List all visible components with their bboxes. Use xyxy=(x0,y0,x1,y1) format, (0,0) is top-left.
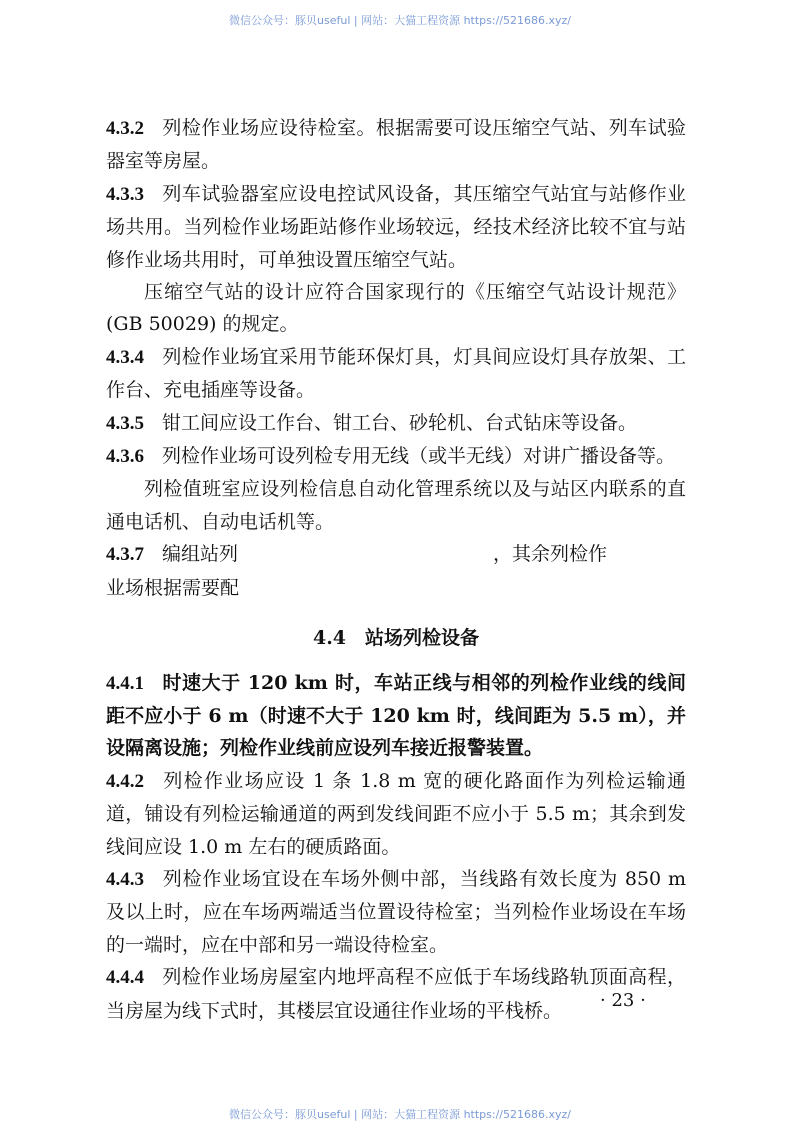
watermark-bottom: 微信公众号：豚贝useful | 网站：大猫工程资源 https://521686.xyz/ xyxy=(229,1108,571,1121)
clause-paragraph: 压缩空气站的设计应符合国家现行的《压缩空气站设计规范》(GB 50029) 的规定。 xyxy=(106,281,686,336)
clause-4-3-5: 4.3.5 钳工间应设工作台、钳工台、砂轮机、台式钻床等设备。 xyxy=(106,411,638,434)
clause-4-4-1: 4.4.1 时速大于 120 km 时，车站正线与相邻的列检作业线的线间距不应小于 6 m（时速不大于 120 km 时，线间距为 5.5 m），并设隔离设施；列检作业线前应设列车接近报警装置。 xyxy=(106,671,686,760)
section-title: 4.4 站场列检设备 xyxy=(312,627,480,650)
clause-4-3-2: 4.3.2 列检作业场应设待检室。根据需要可设压缩空气站、列车试验器室等房屋。 xyxy=(106,117,686,173)
page-number: · 23 · xyxy=(600,990,646,1011)
watermark-top: 微信公众号：豚贝useful | 网站：大猫工程资源 https://521686.xyz/ xyxy=(229,14,571,27)
clause-4-4-2: 4.4.2 列检作业场应设 1 条 1.8 m 宽的硬化路面作为列检运输通道，铺设有列检运输通道的两到发线间距不应小于 5.5 m；其余到发线间应设 1.0 m 左右的硬质路面。 xyxy=(106,769,686,858)
clause-paragraph: 列检值班室应设列检信息自动化管理系统以及与站区内联系的直通电话机、自动电话机等。 xyxy=(106,478,686,533)
clause-4-3-7: 4.3.7 编组站列 ，其余列检作 业场根据需要配 xyxy=(106,543,608,599)
clause-4-4-4: 4.4.4 列检作业场房屋室内地坪高程不应低于车场线路轨顶面高程，当房屋为线下式时，其楼层宜设通往作业场的平栈桥。 xyxy=(106,966,686,1022)
clause-4-4-3: 4.4.3 列检作业场宜设在车场外侧中部，当线路有效长度为 850 m 及以上时，应在车场两端适当位置设待检室；当列检作业场设在车场的一端时，应在中部和另一端设待检室。 xyxy=(106,867,686,956)
clause-4-3-4: 4.3.4 列检作业场宜采用节能环保灯具，灯具间应设灯具存放架、工作台、充电插座等设备。 xyxy=(106,345,686,402)
page-content xyxy=(106,112,686,1027)
clause-4-3-6: 4.3.6 列检作业场可设列检专用无线（或半无线）对讲广播设备等。 xyxy=(106,445,676,468)
clause-4-3-3: 4.3.3 列车试验器室应设电控试风设备，其压缩空气站宜与站修作业场共用。当列检作业场距站修作业场较远，经技术经济比较不宜与站修作业场共用时，可单独设置压缩空气站。 xyxy=(106,182,686,271)
